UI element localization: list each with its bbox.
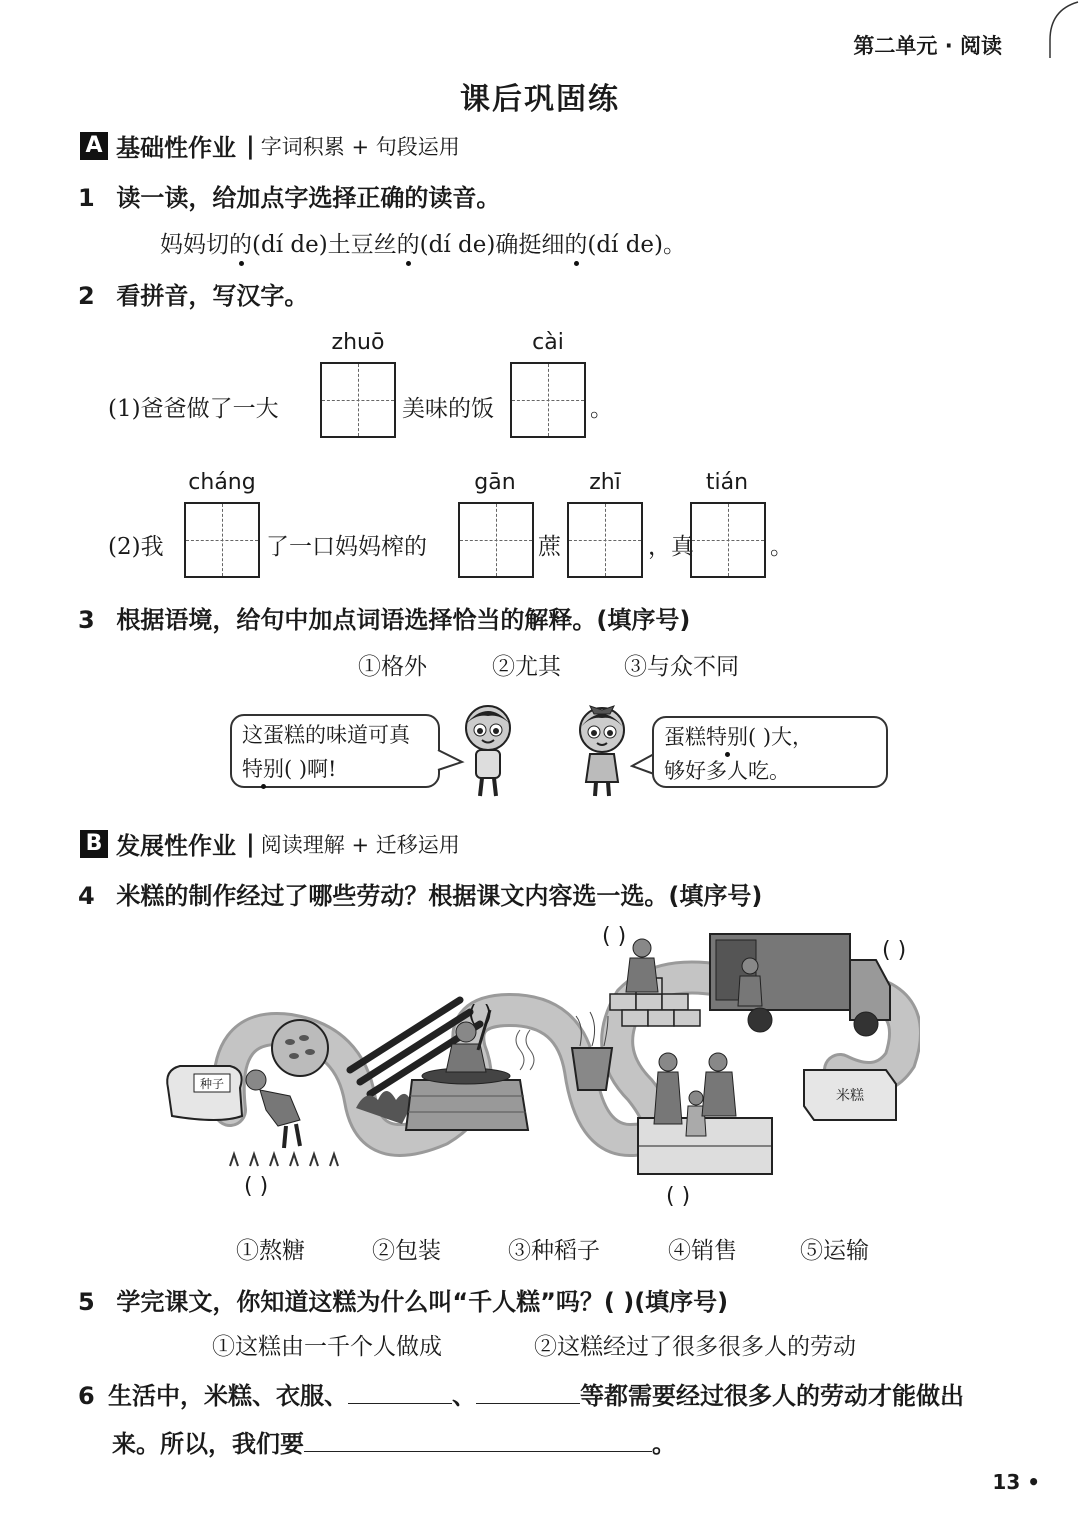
section-a-letter: A bbox=[80, 132, 108, 160]
writing-box-cai[interactable] bbox=[510, 362, 586, 438]
q4-option-3: ③种稻子 bbox=[508, 1238, 600, 1264]
section-b-heading: B 发展性作业 | 阅读理解 + 迁移运用 bbox=[80, 826, 460, 861]
q6-text-3: 来。所以，我们要 bbox=[112, 1430, 304, 1458]
q1-text: (dí de)确挺细 bbox=[419, 232, 565, 258]
section-a-heading: A 基础性作业 | 字词积累 + 句段运用 bbox=[80, 128, 460, 163]
q2-line2-mid2: 蔗 bbox=[538, 534, 561, 560]
q4-blank-planting[interactable]: ( ) bbox=[244, 1174, 269, 1199]
q4-option-4: ④销售 bbox=[668, 1238, 737, 1264]
q2-line1-end: 。 bbox=[590, 396, 613, 422]
speech-bubble-left bbox=[230, 714, 440, 788]
bubble-right-blank: ( )大， bbox=[748, 725, 814, 749]
q6-text-2: 等都需要经过很多人的劳动才能做出 bbox=[580, 1382, 964, 1410]
q6-text-1: 生活中，米糕、衣服、 bbox=[108, 1382, 348, 1410]
box-label: 米糕 bbox=[836, 1088, 864, 1104]
page-number: 13 • bbox=[992, 1470, 1040, 1494]
pinyin-zhuo: zhuō bbox=[331, 330, 385, 355]
question-2-prompt: 看拼音，写汉字。 bbox=[116, 282, 309, 310]
bubble-left-blank: ( )啊! bbox=[284, 757, 337, 781]
q1-dotted-char: 的 bbox=[229, 232, 252, 258]
q2-line1-label: (1)爸爸做了一大 bbox=[108, 396, 279, 422]
section-b-letter: B bbox=[80, 830, 108, 858]
q4-blank-packing[interactable]: ( ) bbox=[602, 924, 627, 949]
speech-bubble-right bbox=[652, 716, 888, 788]
q4-option-1: ①熬糖 bbox=[236, 1238, 305, 1264]
question-6-number: 6 bbox=[78, 1382, 95, 1410]
q3-option-1: ①格外 bbox=[358, 654, 427, 680]
q3-option-2: ②尤其 bbox=[492, 654, 561, 680]
question-3-prompt: 根据语境，给句中加点词语选择恰当的解释。(填序号) bbox=[116, 606, 691, 634]
pinyin-gan: gān bbox=[474, 470, 516, 495]
section-a-sub: 字词积累 + 句段运用 bbox=[260, 134, 460, 159]
q4-option-5: ⑤运输 bbox=[800, 1238, 869, 1264]
writing-box-tian[interactable] bbox=[690, 502, 766, 578]
question-1-prompt: 读一读，给加点字选择正确的读音。 bbox=[116, 184, 501, 212]
section-b-name: 发展性作业 bbox=[116, 832, 236, 860]
q6-blank-2[interactable] bbox=[476, 1403, 580, 1404]
bubble-right-line2: 够好多人吃。 bbox=[664, 759, 790, 783]
q2-line1-mid: 美味的饭 bbox=[402, 396, 494, 422]
q6-blank-1[interactable] bbox=[348, 1403, 452, 1404]
question-1-number: 1 bbox=[78, 184, 95, 212]
question-3 bbox=[78, 600, 690, 635]
q5-option-2: ②这糕经过了很多很多人的劳动 bbox=[534, 1334, 856, 1360]
q6-blank-3[interactable] bbox=[304, 1451, 652, 1452]
q3-option-3: ③与众不同 bbox=[624, 654, 739, 680]
writing-box-gan[interactable] bbox=[458, 502, 534, 578]
q2-line2-mid1: 了一口妈妈榨的 bbox=[266, 534, 427, 560]
bubble-left-line1: 这蛋糕的味道可真 bbox=[242, 723, 410, 747]
question-4 bbox=[78, 876, 762, 911]
pinyin-tian: tián bbox=[705, 470, 749, 495]
question-4-prompt: 米糕的制作经过了哪些劳动？根据课文内容选一选。(填序号) bbox=[116, 882, 763, 910]
question-1 bbox=[78, 178, 500, 213]
q5-option-1: ①这糕由一千个人做成 bbox=[212, 1334, 442, 1360]
question-6-line2 bbox=[112, 1424, 676, 1459]
writing-box-zhuo[interactable] bbox=[320, 362, 396, 438]
bubble-right-dotted-word: 特别 bbox=[706, 725, 748, 749]
pinyin-chang: cháng bbox=[188, 470, 256, 495]
question-6 bbox=[78, 1376, 964, 1411]
question-5 bbox=[78, 1282, 728, 1317]
writing-box-zhi[interactable] bbox=[567, 502, 643, 578]
q1-text: (dí de)土豆丝 bbox=[252, 232, 397, 258]
girl-character-icon bbox=[570, 700, 634, 800]
q2-line2-label: (2)我 bbox=[108, 534, 164, 560]
page-corner-decoration bbox=[1020, 0, 1080, 60]
page-title: 课后巩固练 bbox=[460, 82, 620, 117]
pinyin-cai: cài bbox=[532, 330, 564, 355]
rice-cake-process-illustration bbox=[160, 920, 920, 1210]
q6-text-end: 。 bbox=[652, 1430, 676, 1458]
q4-blank-selling[interactable]: ( ) bbox=[666, 1184, 691, 1209]
q4-blank-transport[interactable]: ( ) bbox=[882, 938, 907, 963]
pinyin-zhi: zhī bbox=[589, 470, 621, 495]
question-3-number: 3 bbox=[78, 606, 95, 634]
q1-text: (dí de)。 bbox=[587, 232, 687, 258]
seed-bag-label: 种子 bbox=[199, 1077, 225, 1091]
question-4-number: 4 bbox=[78, 882, 95, 910]
q6-separator: 、 bbox=[452, 1382, 476, 1410]
bubble-left-dotted-word: 特别 bbox=[242, 757, 284, 781]
question-5-number: 5 bbox=[78, 1288, 95, 1316]
boy-character-icon bbox=[456, 700, 520, 800]
question-5-prompt: 学完课文，你知道这糕为什么叫“千人糕”吗？( )(填序号) bbox=[116, 1288, 729, 1316]
q1-dotted-char: 的 bbox=[564, 232, 588, 258]
q1-sentence bbox=[160, 226, 686, 259]
bubble-right-text: 蛋糕 bbox=[664, 725, 706, 749]
q1-text: 妈妈切 bbox=[160, 232, 229, 258]
q2-line2-end: 。 bbox=[770, 534, 793, 560]
section-b-sub: 阅读理解 + 迁移运用 bbox=[260, 832, 460, 857]
q1-dotted-char: 的 bbox=[396, 232, 420, 258]
q4-blank-sugar[interactable]: ( ) bbox=[468, 1002, 493, 1027]
unit-label: 第二单元 · 阅读 bbox=[853, 34, 1002, 58]
question-2-number: 2 bbox=[78, 282, 95, 310]
section-a-name: 基础性作业 bbox=[116, 134, 236, 162]
question-2 bbox=[78, 276, 308, 311]
q4-option-2: ②包装 bbox=[372, 1238, 441, 1264]
writing-box-chang[interactable] bbox=[184, 502, 260, 578]
q2-line2-mid3: ，真 bbox=[648, 534, 694, 560]
